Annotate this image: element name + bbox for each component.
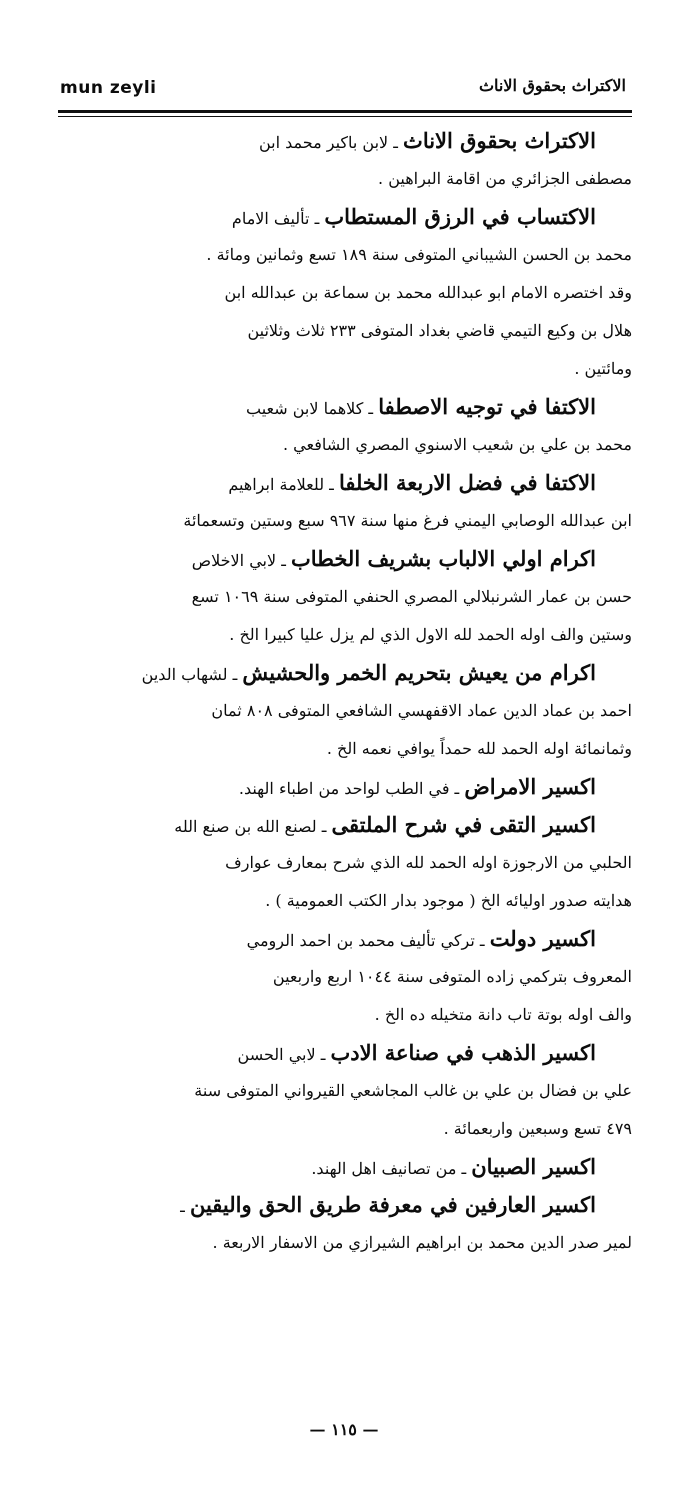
entry-text-line: حسن بن عمار الشرنبلالي المصري الحنفي المتوفى سنة ١٠٦٩ تسع bbox=[191, 587, 632, 606]
entry-text-line: علي بن فضال بن علي بن غالب المجاشعي القيرواني المتوفى سنة bbox=[194, 1081, 632, 1100]
entry-title: اكرام اولي الالباب بشريف الخطاب bbox=[290, 546, 596, 571]
header-rule-thin bbox=[58, 116, 632, 117]
entry-list bbox=[58, 122, 632, 1262]
entry-text-line: ابن عبدالله الوصابي اليمني فرغ منها سنة ٩٦٧ سبع وستين وتسعمائة bbox=[183, 511, 632, 530]
entry bbox=[58, 768, 632, 806]
running-header-right: الاكتراث بحقوق الاناث bbox=[478, 76, 626, 95]
entry-title: اكسير الصبيان bbox=[471, 1154, 596, 1179]
entry-title-line bbox=[58, 654, 632, 692]
entry-author: ـ كلاهما لابن شعيب bbox=[246, 399, 379, 418]
entry-title-line bbox=[58, 1148, 632, 1186]
entry-author: ـ تأليف الامام bbox=[231, 209, 325, 228]
entry-text-line: هدايته صدور اوليائه الخ ( موجود بدار الكتب العمومية ) . bbox=[265, 891, 632, 910]
entry bbox=[58, 464, 632, 540]
entry-text-line: محمد بن علي بن شعيب الاسنوي المصري الشافعي . bbox=[283, 435, 632, 454]
entry bbox=[58, 654, 632, 768]
entry-title-line bbox=[58, 540, 632, 578]
entry-author: ـ لابي الحسن bbox=[237, 1045, 331, 1064]
entry-text-line: لمير صدر الدين محمد بن ابراهيم الشيرازي من الاسفار الاربعة . bbox=[212, 1233, 632, 1252]
entry-title-line bbox=[58, 1034, 632, 1072]
entry-author: ـ لابن باكير محمد ابن bbox=[258, 133, 404, 152]
entry-author: ـ لابي الاخلاص bbox=[191, 551, 291, 570]
entry bbox=[58, 198, 632, 388]
running-header-left: mun zeyli bbox=[60, 78, 157, 98]
entry bbox=[58, 540, 632, 654]
entry bbox=[58, 1034, 632, 1148]
entry-author: ـ bbox=[180, 1197, 190, 1216]
entry-title: اكرام من يعيش بتحريم الخمر والحشيش bbox=[242, 660, 596, 685]
entry-title: اكسير التقى في شرح الملتقى bbox=[331, 812, 596, 837]
entry-title-line bbox=[58, 464, 632, 502]
entry-title: الاكتراث بحقوق الاناث bbox=[403, 128, 596, 153]
entry bbox=[58, 1148, 632, 1186]
entry-author: ـ لصنع الله بن صنع الله bbox=[174, 817, 332, 836]
entry bbox=[58, 806, 632, 920]
entry-author: ـ تركي تأليف محمد بن احمد الرومي bbox=[246, 931, 490, 950]
entry-text-line: الحلبي من الارجوزة اوله الحمد لله الذي شرح بمعارف عوارف bbox=[225, 853, 632, 872]
entry-title-line bbox=[58, 806, 632, 844]
entry bbox=[58, 920, 632, 1034]
header-rule-thick bbox=[58, 110, 632, 113]
entry-text-line: وستين والف اوله الحمد لله الاول الذي لم يزل عليا كبيرا الخ . bbox=[229, 625, 632, 644]
entry bbox=[58, 388, 632, 464]
page-number: — ١١٥ — bbox=[309, 1420, 379, 1439]
entry bbox=[58, 122, 632, 198]
entry-text-line: المعروف بتركمي زاده المتوفى سنة ١٠٤٤ اربع واربعين bbox=[272, 967, 632, 986]
entry-author: ـ للعلامة ابراهيم bbox=[228, 475, 339, 494]
entry bbox=[58, 1186, 632, 1262]
entry-text-line: وثمانمائة اوله الحمد لله حمداً يوافي نعمه الخ . bbox=[326, 739, 632, 758]
entry-text-line: مصطفى الجزائري من اقامة البراهين . bbox=[378, 169, 632, 188]
entry-text-line: ومائتين . bbox=[574, 359, 632, 378]
entry-text-line: هلال بن وكيع التيمي قاضي بغداد المتوفى ٢٣٣ ثلاث وثلاثين bbox=[247, 321, 632, 340]
entry-author: ـ في الطب لواحد من اطباء الهند. bbox=[238, 779, 465, 798]
entry-title: اكسير الامراض bbox=[464, 774, 596, 799]
entry-title: الاكتفا في فضل الاربعة الخلفا bbox=[338, 470, 596, 495]
entry-title: اكسير الذهب في صناعة الادب bbox=[330, 1040, 596, 1065]
entry-title-line bbox=[58, 388, 632, 426]
entry-text-line: والف اوله بوتة تاب دانة متخيله ده الخ . bbox=[374, 1005, 632, 1024]
entry-title-line bbox=[58, 920, 632, 958]
entry-text-line: محمد بن الحسن الشيباني المتوفى سنة ١٨٩ تسع وثمانين ومائة . bbox=[206, 245, 632, 264]
entry-title-line bbox=[58, 122, 632, 160]
entry-text-line: احمد بن عماد الدين عماد الاقفهسي الشافعي المتوفى ٨٠٨ ثمان bbox=[211, 701, 632, 720]
entry-title: اكسير العارفين في معرفة طريق الحق واليقين bbox=[189, 1192, 596, 1217]
entry-author: ـ لشهاب الدين bbox=[141, 665, 243, 684]
entry-title-line bbox=[58, 768, 632, 806]
entry-author: ـ من تصانيف اهل الهند. bbox=[311, 1159, 472, 1178]
entry-title-line bbox=[58, 198, 632, 236]
entry-text-line: وقد اختصره الامام ابو عبدالله محمد بن سماعة بن عبدالله ابن bbox=[224, 283, 632, 302]
entry-title: اكسير دولت bbox=[489, 926, 596, 951]
entry-title: الاكتفا في توجيه الاصطفا bbox=[378, 394, 596, 419]
entry-title-line bbox=[58, 1186, 632, 1224]
entry-text-line: ٤٧٩ تسع وسبعين واربعمائة . bbox=[443, 1119, 632, 1138]
entry-title: الاكتساب في الرزق المستطاب bbox=[324, 204, 596, 229]
